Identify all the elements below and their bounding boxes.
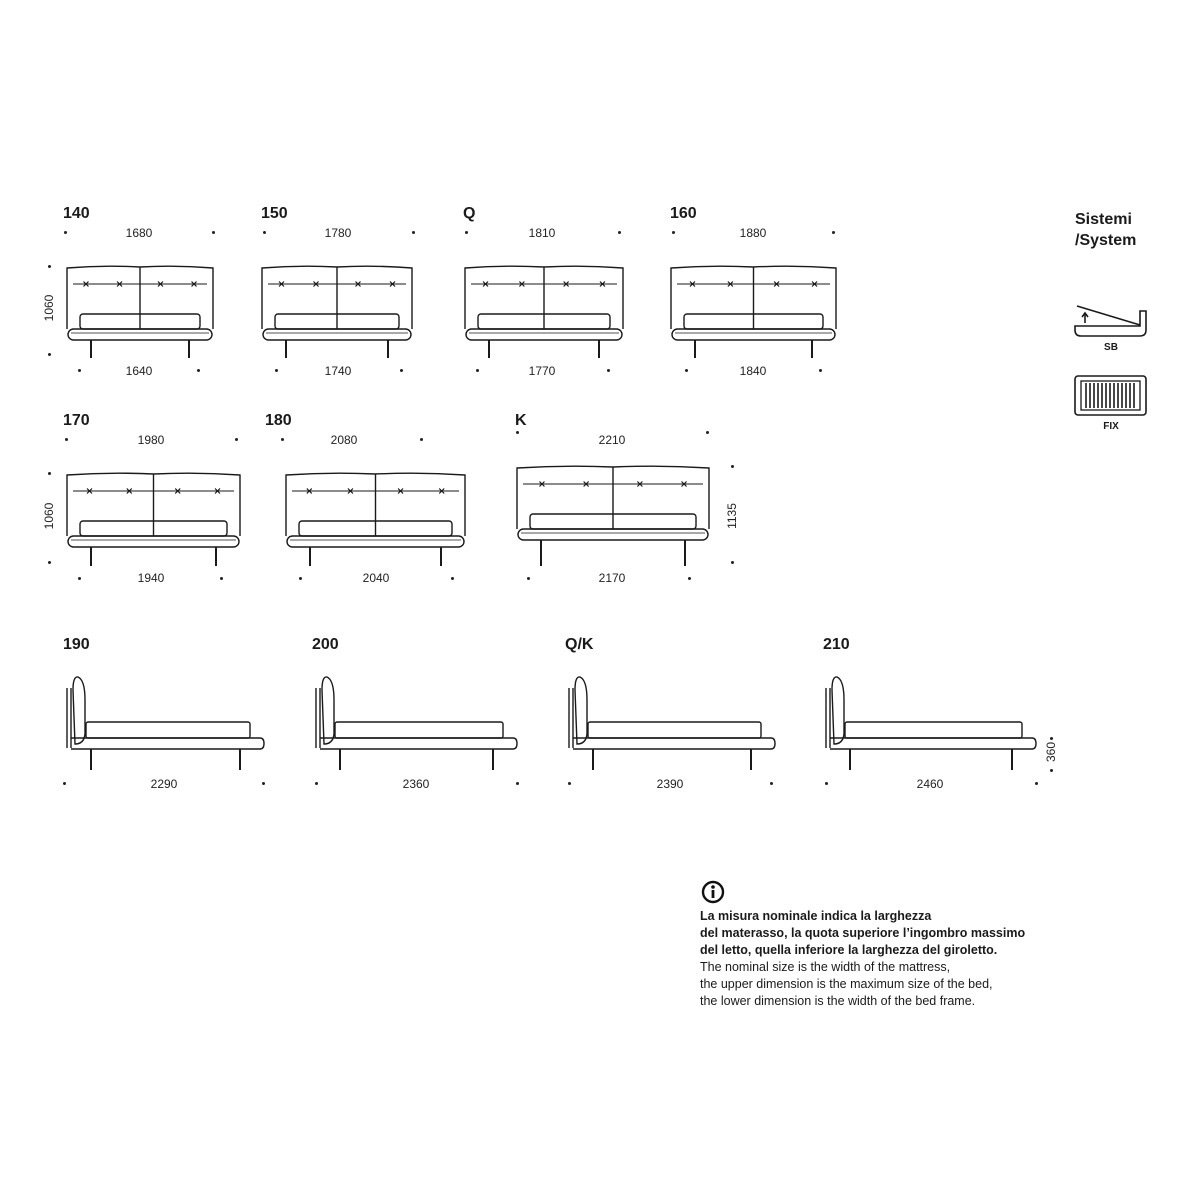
frame-width: 1840 xyxy=(739,364,767,378)
height-dimension: 1060 xyxy=(42,294,56,322)
info-en-line2: the upper dimension is the maximum size of the bed, xyxy=(700,977,993,991)
height-dimension: 1135 xyxy=(725,503,739,529)
systems-title-it: Sistemi xyxy=(1075,211,1132,228)
height-dimension: 1060 xyxy=(42,502,56,530)
size-label: 210 xyxy=(823,636,850,653)
info-en-line3: the lower dimension is the width of the bed frame. xyxy=(700,994,976,1008)
info-en-line1: The nominal size is the width of the mattress, xyxy=(700,960,951,974)
length-dimension: 2360 xyxy=(402,777,430,791)
info-it-line1: La misura nominale indica la larghezza xyxy=(700,909,932,923)
frame-width: 2040 xyxy=(362,571,390,585)
size-label: K xyxy=(515,412,527,429)
overall-width: 1980 xyxy=(137,433,165,447)
overall-width: 2210 xyxy=(598,433,626,447)
frame-width: 1740 xyxy=(324,364,352,378)
overall-width: 1880 xyxy=(739,226,767,240)
info-it-line3: del letto, quella inferiore la larghezza del giroletto. xyxy=(700,943,998,957)
size-label: 160 xyxy=(670,205,697,222)
frame-width: 2170 xyxy=(598,571,626,585)
size-label: 150 xyxy=(261,205,288,222)
length-dimension: 2290 xyxy=(150,777,178,791)
size-label: 180 xyxy=(265,412,292,429)
info-it-line2: del materasso, la quota superiore l’ingombro massimo xyxy=(700,926,1026,940)
overall-width: 1680 xyxy=(125,226,153,240)
system-label-fix: FIX xyxy=(1103,421,1119,432)
frame-width: 1640 xyxy=(125,364,153,378)
height-dimension: 360 xyxy=(1044,741,1058,763)
frame-width: 1940 xyxy=(137,571,165,585)
info-icon xyxy=(703,882,723,902)
size-label: Q/K xyxy=(565,636,594,653)
system-label-sb: SB xyxy=(1104,342,1118,353)
size-label: 140 xyxy=(63,205,90,222)
frame-width: 1770 xyxy=(528,364,556,378)
overall-width: 1780 xyxy=(324,226,352,240)
size-label: 170 xyxy=(63,412,90,429)
size-label: 200 xyxy=(312,636,339,653)
overall-width: 2080 xyxy=(330,433,358,447)
overall-width: 1810 xyxy=(528,226,556,240)
length-dimension: 2460 xyxy=(916,777,944,791)
info-note xyxy=(700,908,1100,1010)
length-dimension: 2390 xyxy=(656,777,684,791)
size-label: Q xyxy=(463,205,476,222)
size-label: 190 xyxy=(63,636,90,653)
systems-title-en: /System xyxy=(1075,232,1137,249)
